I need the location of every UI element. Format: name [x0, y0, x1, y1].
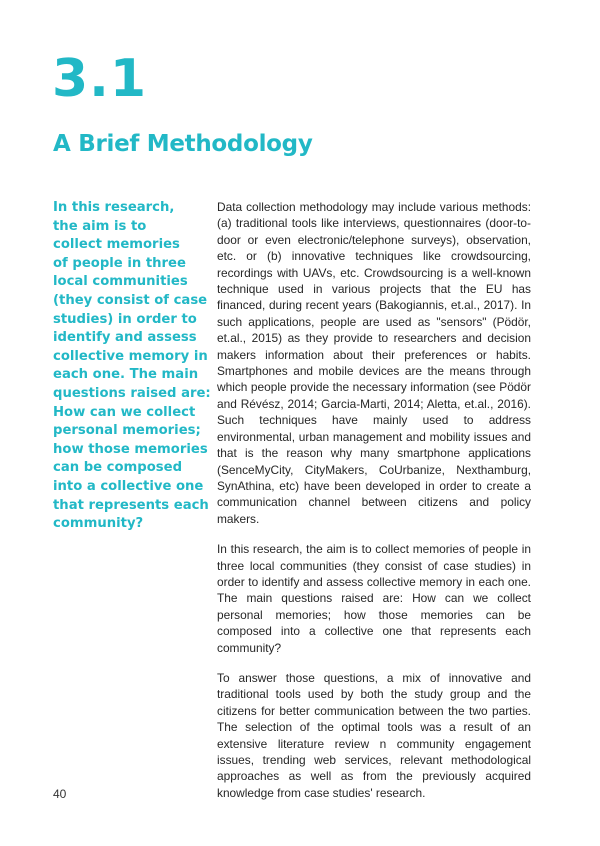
pull-quote-line: (they consist of case [53, 292, 208, 308]
pull-quote-line: community? [53, 516, 144, 532]
pull-quote-line: personal memories; [53, 423, 201, 439]
pull-quote-line: of people in three [53, 255, 186, 271]
body-text-column [217, 199, 531, 815]
pull-quote-line: each one. The main [53, 367, 199, 383]
body-paragraph: In this research, the aim is to collect memories of people in three local communities (they consist of case studies) in order to identify and assess collective memory in each one. The main questions raised are: How can we collect personal memories; how those memories can be composed into a collective one that represents each community? [217, 542, 531, 655]
pull-quote-line: In this research, [53, 200, 175, 215]
pull-quote-line: how those memories [53, 441, 208, 457]
page-number: 40 [53, 787, 67, 801]
body-paragraph: To answer those questions, a mix of innovative and traditional tools used by both the study group and the citizens for better communication between the two parties. The selection of the optimal tools was a result of an extensive literature review n community engagement issues, trending web services, relevant methodological approaches as well as from the previously acquired knowledge from case studies' research. [217, 670, 531, 800]
section-title: A Brief Methodology [53, 131, 313, 157]
pull-quote-line: collective memory in [53, 348, 208, 364]
body-paragraph: Data collection methodology may include various methods: (a) traditional tools like interviews, questionnaires (door-to-door or even electronic/telephone surveys), observation, etc. or (b) innovative techniques like crowdsourcing, recordings with UAVs, etc. Crowdsourcing is a well-known technique used in various projects that the EU has financed, during recent years (Bakogiannis, et.al., 2017). In such applications, people are used as "sensors" (Pödör, et.al., 2015) as they provide to researchers and decision makers information about their preferences or habits. Smartphones and mobile devices are the means through which people provide the necessary information (see Pödör and Révész, 2014; Garcia-Marti, 2014; Aletta, et.al., 2016). Such techniques have mainly used to address environmental, urban management and mobility issues and that is the reason why many smartphone applications (SenceMyCity, CityMakers, CoUrbanize, Nexthamburg, SynAthina, etc) have been developed in order to create a communication channel between citizens and policy makers. [217, 200, 531, 526]
pull-quote-line: studies) in order to [53, 311, 197, 327]
pull-quote-line: identify and assess [53, 330, 197, 346]
pull-quote-line: How can we collect [53, 404, 196, 420]
pull-quote-line: the aim is to [53, 218, 147, 234]
pull-quote-line: into a collective one [53, 478, 204, 494]
pull-quote-line: can be composed [53, 460, 183, 476]
pull-quote-line: collect memories [53, 237, 180, 253]
pull-quote-line: questions raised are: [53, 385, 211, 401]
pull-quote-line: local communities [53, 274, 188, 290]
pull-quote-line: that represents each [53, 497, 209, 513]
section-number: 3.1 [52, 49, 148, 109]
pull-quote [53, 199, 211, 534]
